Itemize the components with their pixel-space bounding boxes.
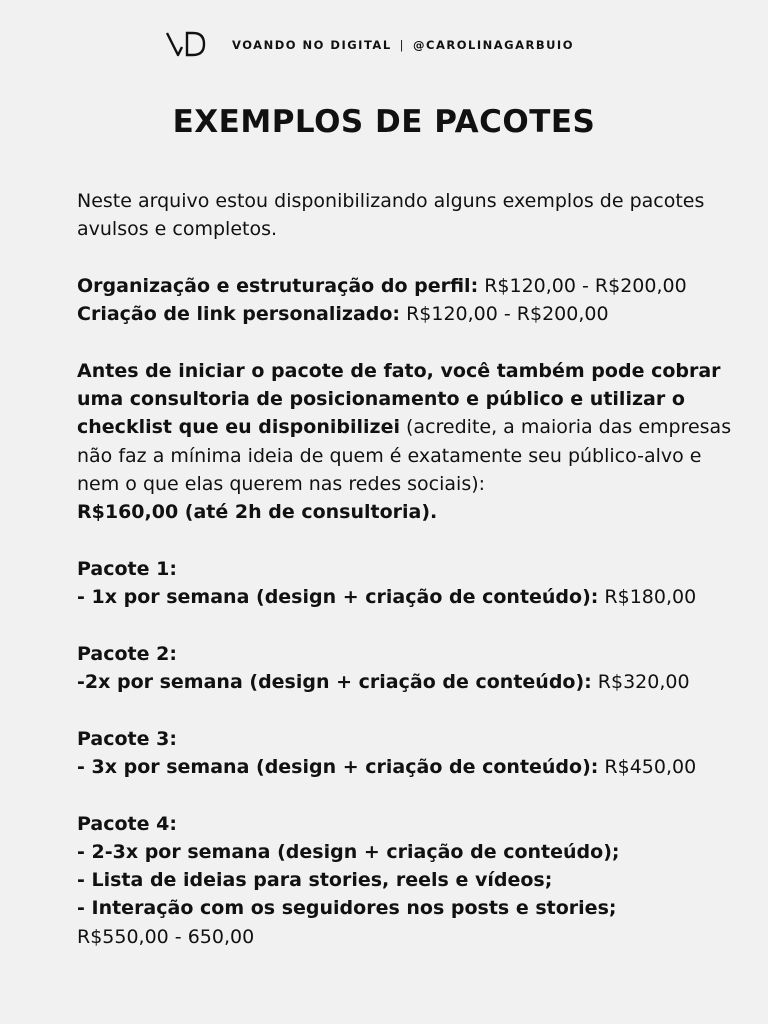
pacote-item: [77, 668, 747, 696]
service-label: Organização e estruturação do perfil:: [77, 274, 479, 297]
pacote-item: [77, 753, 747, 781]
brand-separator: |: [399, 38, 406, 52]
pacote-item: [77, 583, 747, 611]
pacote-title: Pacote 2:: [77, 642, 177, 665]
pacote-title: Pacote 4:: [77, 812, 177, 835]
page-title: EXEMPLOS DE PACOTES: [172, 104, 596, 140]
service-line: [77, 300, 747, 328]
intro-paragraph: Neste arquivo estou disponibilizando alguns exemplos de pacotes avulsos e completos.: [77, 190, 705, 241]
pacote-description: - 3x por semana (design + criação de conteúdo):: [77, 755, 599, 778]
pacote-price: R$550,00 - 650,00: [77, 925, 255, 948]
pacote-price: R$320,00: [591, 671, 690, 694]
service-line: [77, 272, 747, 300]
pacote-price: R$450,00: [598, 755, 697, 778]
consultoria-note: (acredite, a maioria das empresas não faz a mínima ideia de quem é exatamente seu público-alvo e nem o que elas querem nas redes sociais):: [77, 416, 732, 495]
consultoria-price: R$160,00 (até 2h de consultoria).: [77, 501, 438, 524]
brand-handle: @CAROLINAGARBUIO: [413, 38, 574, 52]
consultoria-bold: Antes de iniciar o pacote de fato, você também pode cobrar uma consultoria de posicionamento e público e utilizar o checklist que eu disponibilizei: [77, 359, 721, 439]
pacote-title: Pacote 3:: [77, 727, 177, 750]
pacote-item: - Interação com os seguidores nos posts e stories;: [77, 897, 617, 920]
pacote-title: Pacote 1:: [77, 557, 177, 580]
header: [0, 30, 768, 60]
service-price: R$120,00 - R$200,00: [478, 274, 687, 297]
pacote-item: - Lista de ideias para stories, reels e vídeos;: [77, 869, 553, 892]
brand-line: [232, 38, 574, 52]
pacote-price: R$180,00: [598, 586, 697, 609]
vd-logo-icon: [165, 30, 207, 58]
service-price: R$120,00 - R$200,00: [400, 303, 609, 326]
document-body: [77, 187, 747, 951]
service-label: Criação de link personalizado:: [77, 303, 401, 326]
pacote-description: -2x por semana (design + criação de conteúdo):: [77, 671, 592, 694]
pacote-description: - 1x por semana (design + criação de conteúdo):: [77, 586, 599, 609]
consultoria-paragraph: [77, 357, 747, 498]
pacote-item: - 2-3x por semana (design + criação de conteúdo);: [77, 840, 620, 863]
brand-name: VOANDO NO DIGITAL: [232, 38, 392, 52]
